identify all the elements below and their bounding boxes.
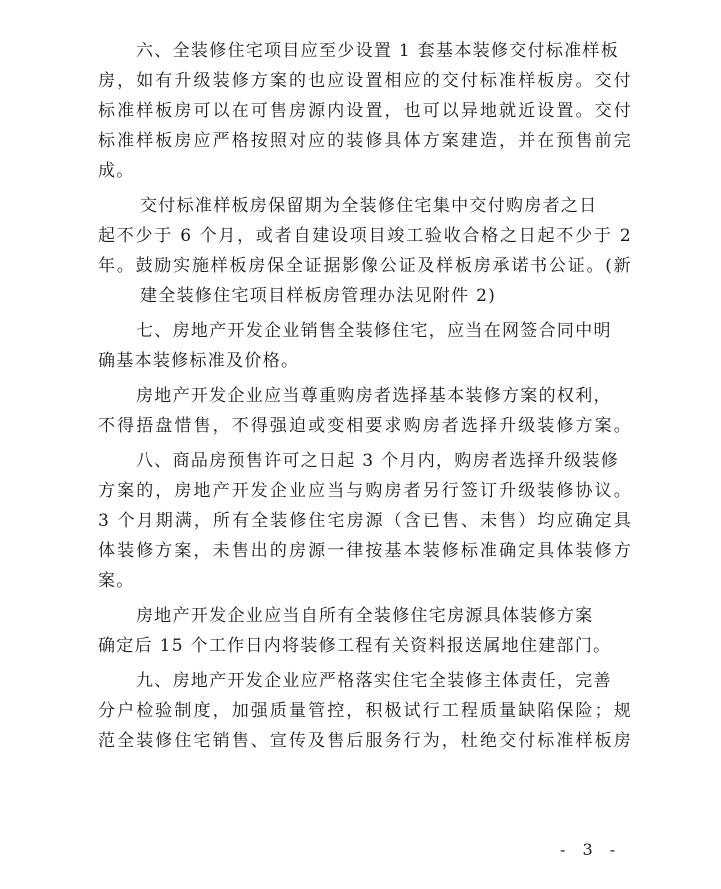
paragraph-section-7: [98, 316, 632, 376]
text-line: 标准样板房应严格按照对应的装修具体方案建造，并在预售前完: [98, 131, 632, 151]
text-line: 起不少于 6 个月，或者自建设项目竣工验收合格之日起不少于 2: [98, 226, 632, 246]
text-line: 成。: [98, 161, 135, 181]
paragraph-sample-room-retention: [98, 191, 632, 311]
paragraph-section-6: [98, 36, 632, 186]
document-body: [98, 36, 632, 756]
text-line: 九、房地产开发企业应严格落实住宅全装修主体责任，完善: [136, 671, 612, 691]
text-line: 不得捂盘惜售，不得强迫或变相要求购房者选择升级装修方案。: [98, 416, 632, 436]
text-line: 范全装修住宅销售、宣传及售后服务行为，杜绝交付标准样板房: [98, 731, 632, 751]
text-line: 确定后 15 个工作日内将装修工程有关资料报送属地住建部门。: [98, 636, 612, 656]
text-line: 八、商品房预售许可之日起 3 个月内，购房者选择升级装修: [136, 451, 620, 471]
text-line: 3 个月期满，所有全装修住宅房源（含已售、未售）均应确定具: [98, 511, 632, 531]
text-line: 房地产开发企业应当尊重购房者选择基本装修方案的权利，: [136, 386, 612, 406]
page-number: - 3 -: [560, 840, 622, 859]
text-line: 确基本装修标准及价格。: [98, 351, 300, 371]
text-line: 年。鼓励实施样板房保全证据影像公证及样板房承诺书公证。(新: [98, 256, 632, 276]
text-line: 交付标准样板房保留期为全装修住宅集中交付购房者之日: [140, 196, 598, 216]
paragraph-report-deadline: [98, 601, 632, 661]
text-line: 六、全装修住宅项目应至少设置 1 套基本装修交付标准样板: [136, 41, 620, 61]
text-line: 体装修方案，未售出的房源一律按基本装修标准确定具体装修方: [98, 541, 632, 561]
text-line: 标准样板房可以在可售房源内设置，也可以异地就近设置。交付: [98, 101, 632, 121]
paragraph-section-8: [98, 446, 632, 596]
text-line: 房，如有升级装修方案的也应设置相应的交付标准样板房。交付: [98, 71, 632, 91]
text-line: 建全装修住宅项目样板房管理办法见附件 2): [140, 286, 497, 306]
text-line: 案。: [98, 571, 135, 591]
text-line: 分户检验制度，加强质量管控，积极试行工程质量缺陷保险；规: [98, 701, 632, 721]
text-line: 七、房地产开发企业销售全装修住宅，应当在网签合同中明: [136, 321, 612, 341]
text-line: 方案的，房地产开发企业应当与购房者另行签订升级装修协议。: [98, 481, 632, 501]
text-line: 房地产开发企业应当自所有全装修住宅房源具体装修方案: [136, 606, 594, 626]
paragraph-buyer-rights: [98, 381, 632, 441]
paragraph-section-9: [98, 666, 632, 756]
